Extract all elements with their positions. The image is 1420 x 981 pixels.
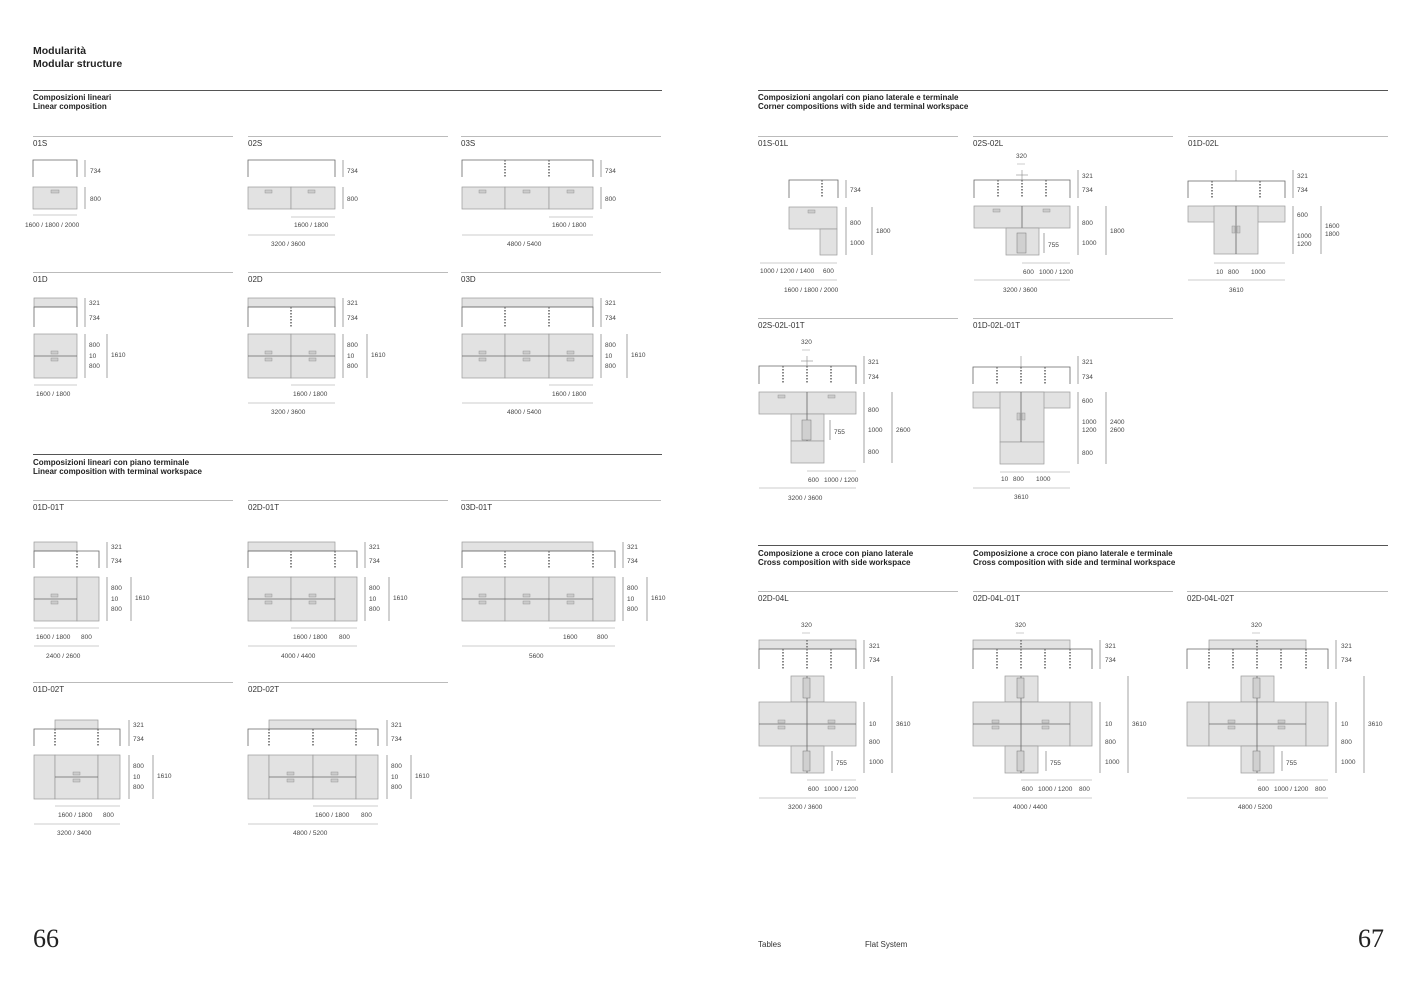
svg-text:3610: 3610 bbox=[1132, 721, 1147, 728]
svg-text:321: 321 bbox=[111, 544, 122, 551]
svg-text:3610: 3610 bbox=[1368, 721, 1383, 728]
svg-text:10: 10 bbox=[1341, 721, 1349, 728]
svg-text:1200: 1200 bbox=[1297, 241, 1312, 248]
svg-text:1610: 1610 bbox=[415, 773, 430, 780]
section-rule bbox=[758, 545, 1388, 546]
svg-text:10: 10 bbox=[627, 596, 635, 603]
svg-text:1610: 1610 bbox=[371, 352, 386, 359]
svg-text:2400 / 2600: 2400 / 2600 bbox=[46, 653, 81, 660]
svg-text:800: 800 bbox=[869, 739, 880, 746]
diagram-01S bbox=[25, 155, 225, 235]
svg-text:10: 10 bbox=[391, 774, 399, 781]
section-title-corner: Composizioni angolari con piano laterale e terminale Corner compositions with side and terminal workspace bbox=[758, 93, 969, 111]
svg-text:1800: 1800 bbox=[876, 228, 891, 235]
svg-text:10: 10 bbox=[869, 721, 877, 728]
svg-text:800: 800 bbox=[1228, 269, 1239, 276]
svg-text:3200 / 3600: 3200 / 3600 bbox=[788, 495, 823, 502]
svg-text:2600: 2600 bbox=[896, 427, 911, 434]
svg-text:321: 321 bbox=[133, 722, 144, 729]
svg-text:800: 800 bbox=[1341, 739, 1352, 746]
item-code: 01D-01T bbox=[33, 503, 65, 512]
diagram-03S bbox=[461, 155, 661, 250]
svg-text:3200 / 3600: 3200 / 3600 bbox=[1003, 287, 1038, 294]
svg-text:3200 / 3600: 3200 / 3600 bbox=[271, 241, 306, 248]
title-italian: Modularità bbox=[33, 45, 87, 57]
svg-text:800: 800 bbox=[1105, 739, 1116, 746]
svg-text:1000: 1000 bbox=[1082, 240, 1097, 247]
svg-text:1600 / 1800: 1600 / 1800 bbox=[36, 634, 71, 641]
svg-text:734: 734 bbox=[89, 315, 100, 322]
svg-text:1800: 1800 bbox=[1325, 231, 1340, 238]
item-code: 02D-02T bbox=[248, 685, 280, 694]
svg-text:600: 600 bbox=[1022, 786, 1033, 793]
svg-text:1600 / 1800: 1600 / 1800 bbox=[552, 222, 587, 229]
section-title-linear: Composizioni lineari Linear composition bbox=[33, 93, 112, 111]
svg-text:1000: 1000 bbox=[1036, 476, 1051, 483]
svg-text:321: 321 bbox=[605, 300, 616, 307]
svg-text:734: 734 bbox=[850, 187, 861, 194]
svg-text:320: 320 bbox=[1015, 622, 1026, 629]
svg-text:321: 321 bbox=[627, 544, 638, 551]
svg-text:321: 321 bbox=[1105, 643, 1116, 650]
svg-text:734: 734 bbox=[869, 657, 880, 664]
svg-text:800: 800 bbox=[369, 606, 380, 613]
svg-text:800: 800 bbox=[597, 634, 608, 641]
svg-text:1600 / 1800: 1600 / 1800 bbox=[293, 391, 328, 398]
svg-text:1000: 1000 bbox=[850, 240, 865, 247]
svg-text:1000 / 1200: 1000 / 1200 bbox=[824, 786, 859, 793]
item-code: 01D-02L bbox=[1188, 139, 1219, 148]
svg-text:800: 800 bbox=[89, 342, 100, 349]
svg-text:2400: 2400 bbox=[1110, 419, 1125, 426]
diagram-03D-01T bbox=[461, 538, 666, 663]
svg-text:755: 755 bbox=[1050, 760, 1061, 767]
item-code: 02S-02L-01T bbox=[758, 321, 805, 330]
svg-text:1000 / 1200: 1000 / 1200 bbox=[1274, 786, 1309, 793]
title-english: Modular structure bbox=[33, 58, 123, 70]
svg-text:1000 / 1200: 1000 / 1200 bbox=[1039, 269, 1074, 276]
item-code: 03D-01T bbox=[461, 503, 493, 512]
svg-text:800: 800 bbox=[133, 763, 144, 770]
item-code: 02S-02L bbox=[973, 139, 1004, 148]
svg-text:1000: 1000 bbox=[1082, 419, 1097, 426]
svg-text:734: 734 bbox=[133, 736, 144, 743]
section-title-cross-side: Composizione a croce con piano laterale Cross composition with side workspace bbox=[758, 549, 914, 567]
svg-text:734: 734 bbox=[111, 558, 122, 565]
svg-text:800: 800 bbox=[90, 196, 101, 203]
svg-text:800: 800 bbox=[1082, 450, 1093, 457]
svg-text:734: 734 bbox=[605, 315, 616, 322]
svg-text:1000: 1000 bbox=[1341, 759, 1356, 766]
svg-text:600: 600 bbox=[1023, 269, 1034, 276]
svg-text:800: 800 bbox=[361, 812, 372, 819]
item-code: 02D-04L-02T bbox=[1187, 594, 1235, 603]
svg-text:1000 / 1200 / 1400: 1000 / 1200 / 1400 bbox=[760, 268, 815, 275]
svg-text:734: 734 bbox=[369, 558, 380, 565]
svg-text:321: 321 bbox=[1341, 643, 1352, 650]
svg-text:1600: 1600 bbox=[563, 634, 578, 641]
diagram-02D-01T bbox=[247, 538, 447, 663]
svg-text:321: 321 bbox=[369, 544, 380, 551]
svg-text:321: 321 bbox=[1297, 173, 1308, 180]
svg-text:755: 755 bbox=[836, 760, 847, 767]
svg-text:10: 10 bbox=[1105, 721, 1113, 728]
svg-text:10: 10 bbox=[1001, 476, 1009, 483]
svg-text:800: 800 bbox=[133, 784, 144, 791]
svg-text:800: 800 bbox=[391, 784, 402, 791]
svg-text:1000: 1000 bbox=[869, 759, 884, 766]
svg-text:4000 / 4400: 4000 / 4400 bbox=[281, 653, 316, 660]
svg-text:3200 / 3600: 3200 / 3600 bbox=[271, 409, 306, 416]
page-number-left: 66 bbox=[33, 924, 59, 953]
svg-text:734: 734 bbox=[1082, 187, 1093, 194]
svg-text:734: 734 bbox=[1297, 187, 1308, 194]
svg-text:4800 / 5400: 4800 / 5400 bbox=[507, 241, 542, 248]
svg-text:800: 800 bbox=[347, 363, 358, 370]
svg-text:3200 / 3600: 3200 / 3600 bbox=[788, 804, 823, 811]
diagram-01D bbox=[33, 295, 233, 405]
svg-text:10: 10 bbox=[369, 596, 377, 603]
svg-text:1000 / 1200: 1000 / 1200 bbox=[824, 477, 859, 484]
section-rule bbox=[33, 90, 662, 91]
diagram-02D bbox=[247, 295, 447, 420]
svg-text:3610: 3610 bbox=[1014, 494, 1029, 501]
footer-product: Flat System bbox=[865, 940, 908, 949]
section-title-linear-terminal: Composizioni lineari con piano terminale Linear composition with terminal workspace bbox=[33, 458, 202, 476]
item-code: 01S-01L bbox=[758, 139, 789, 148]
svg-text:800: 800 bbox=[369, 585, 380, 592]
svg-text:800: 800 bbox=[339, 634, 350, 641]
section-rule bbox=[33, 454, 662, 455]
svg-text:1000 / 1200: 1000 / 1200 bbox=[1038, 786, 1073, 793]
svg-text:1600 / 1800: 1600 / 1800 bbox=[293, 634, 328, 641]
svg-text:800: 800 bbox=[111, 585, 122, 592]
svg-text:321: 321 bbox=[1082, 173, 1093, 180]
section-title-cross-side-terminal: Composizione a croce con piano laterale e terminale Cross composition with side and terminal workspace bbox=[973, 549, 1176, 567]
diagram-02D-04L bbox=[758, 618, 958, 818]
svg-text:734: 734 bbox=[1082, 374, 1093, 381]
section-rule bbox=[758, 90, 1388, 91]
diagram-01D-01T bbox=[33, 538, 233, 663]
svg-text:800: 800 bbox=[627, 606, 638, 613]
svg-text:800: 800 bbox=[347, 342, 358, 349]
svg-text:734: 734 bbox=[868, 374, 879, 381]
diagram-01D-02L bbox=[1187, 165, 1387, 300]
svg-text:3610: 3610 bbox=[1229, 287, 1244, 294]
svg-text:5600: 5600 bbox=[529, 653, 544, 660]
diagram-03D bbox=[461, 295, 661, 420]
svg-text:800: 800 bbox=[605, 363, 616, 370]
svg-text:2600: 2600 bbox=[1110, 427, 1125, 434]
svg-text:1000: 1000 bbox=[1105, 759, 1120, 766]
svg-text:1600 / 1800 / 2000: 1600 / 1800 / 2000 bbox=[25, 222, 80, 229]
svg-text:1200: 1200 bbox=[1082, 427, 1097, 434]
item-code: 02D-04L-01T bbox=[973, 594, 1021, 603]
diagram-02D-04L-02T bbox=[1186, 618, 1386, 818]
svg-text:321: 321 bbox=[1082, 359, 1093, 366]
svg-text:800: 800 bbox=[868, 449, 879, 456]
svg-text:734: 734 bbox=[627, 558, 638, 565]
svg-text:10: 10 bbox=[605, 353, 613, 360]
svg-text:800: 800 bbox=[81, 634, 92, 641]
svg-text:734: 734 bbox=[1105, 657, 1116, 664]
svg-text:320: 320 bbox=[801, 339, 812, 346]
svg-text:3610: 3610 bbox=[896, 721, 911, 728]
svg-text:320: 320 bbox=[1016, 153, 1027, 160]
svg-text:1000: 1000 bbox=[868, 427, 883, 434]
svg-text:1800: 1800 bbox=[1110, 228, 1125, 235]
svg-text:1600 / 1800: 1600 / 1800 bbox=[36, 391, 71, 398]
svg-text:800: 800 bbox=[103, 812, 114, 819]
diagram-02S bbox=[247, 155, 447, 250]
diagram-02D-04L-01T bbox=[972, 618, 1172, 818]
item-code: 01D-02L-01T bbox=[973, 321, 1021, 330]
svg-text:10: 10 bbox=[347, 353, 355, 360]
svg-text:734: 734 bbox=[605, 168, 616, 175]
svg-text:800: 800 bbox=[111, 606, 122, 613]
svg-text:321: 321 bbox=[391, 722, 402, 729]
item-code: 01D bbox=[33, 275, 48, 284]
item-code: 02D-04L bbox=[758, 594, 789, 603]
svg-text:1600 / 1800: 1600 / 1800 bbox=[58, 812, 93, 819]
svg-text:755: 755 bbox=[1286, 760, 1297, 767]
page-title bbox=[33, 45, 122, 71]
page-number-right: 67 bbox=[1358, 924, 1384, 953]
svg-text:1610: 1610 bbox=[651, 595, 666, 602]
svg-text:755: 755 bbox=[834, 429, 845, 436]
footer-category: Tables bbox=[758, 940, 782, 949]
svg-text:800: 800 bbox=[627, 585, 638, 592]
svg-text:800: 800 bbox=[1082, 220, 1093, 227]
svg-text:600: 600 bbox=[808, 477, 819, 484]
svg-text:800: 800 bbox=[89, 363, 100, 370]
item-code: 03S bbox=[461, 139, 476, 148]
svg-text:1610: 1610 bbox=[111, 352, 126, 359]
svg-text:1610: 1610 bbox=[393, 595, 408, 602]
svg-text:600: 600 bbox=[1297, 212, 1308, 219]
svg-text:4800 / 5200: 4800 / 5200 bbox=[1238, 804, 1273, 811]
svg-text:800: 800 bbox=[868, 407, 879, 414]
svg-text:600: 600 bbox=[808, 786, 819, 793]
svg-text:800: 800 bbox=[605, 196, 616, 203]
svg-text:1000: 1000 bbox=[1251, 269, 1266, 276]
svg-text:321: 321 bbox=[89, 300, 100, 307]
item-code: 01D-02T bbox=[33, 685, 65, 694]
svg-text:321: 321 bbox=[868, 359, 879, 366]
svg-text:320: 320 bbox=[1251, 622, 1262, 629]
svg-text:800: 800 bbox=[1079, 786, 1090, 793]
svg-text:1600 / 1800: 1600 / 1800 bbox=[315, 812, 350, 819]
svg-text:321: 321 bbox=[347, 300, 358, 307]
svg-text:800: 800 bbox=[1315, 786, 1326, 793]
svg-text:4800 / 5400: 4800 / 5400 bbox=[507, 409, 542, 416]
diagram-01D-02T bbox=[33, 716, 233, 841]
svg-text:1610: 1610 bbox=[135, 595, 150, 602]
svg-text:755: 755 bbox=[1048, 242, 1059, 249]
svg-text:10: 10 bbox=[1216, 269, 1224, 276]
svg-text:1600 / 1800: 1600 / 1800 bbox=[552, 391, 587, 398]
svg-text:1600: 1600 bbox=[1325, 223, 1340, 230]
diagram-01S-01L bbox=[758, 170, 958, 300]
svg-text:10: 10 bbox=[89, 353, 97, 360]
svg-text:10: 10 bbox=[111, 596, 119, 603]
item-code: 02S bbox=[248, 139, 263, 148]
diagram-02S-02L bbox=[973, 150, 1173, 300]
svg-text:600: 600 bbox=[1258, 786, 1269, 793]
svg-text:321: 321 bbox=[869, 643, 880, 650]
svg-text:800: 800 bbox=[605, 342, 616, 349]
diagram-02S-02L-01T bbox=[758, 336, 958, 506]
svg-text:4800 / 5200: 4800 / 5200 bbox=[293, 830, 328, 837]
svg-text:1600 / 1800 / 2000: 1600 / 1800 / 2000 bbox=[784, 287, 839, 294]
svg-text:734: 734 bbox=[1341, 657, 1352, 664]
svg-text:320: 320 bbox=[801, 622, 812, 629]
svg-text:800: 800 bbox=[391, 763, 402, 770]
diagram-01D-02L-01T bbox=[972, 350, 1172, 505]
svg-text:800: 800 bbox=[347, 196, 358, 203]
svg-text:1610: 1610 bbox=[157, 773, 172, 780]
svg-text:3200 / 3400: 3200 / 3400 bbox=[57, 830, 92, 837]
svg-text:734: 734 bbox=[347, 168, 358, 175]
item-code: 01S bbox=[33, 139, 48, 148]
svg-text:600: 600 bbox=[1082, 398, 1093, 405]
item-code: 02D bbox=[248, 275, 263, 284]
svg-text:1000: 1000 bbox=[1297, 233, 1312, 240]
svg-text:734: 734 bbox=[391, 736, 402, 743]
svg-text:4000 / 4400: 4000 / 4400 bbox=[1013, 804, 1048, 811]
svg-text:800: 800 bbox=[1013, 476, 1024, 483]
diagram-02D-02T bbox=[247, 716, 447, 841]
svg-text:1600 / 1800: 1600 / 1800 bbox=[294, 222, 329, 229]
svg-text:600: 600 bbox=[823, 268, 834, 275]
svg-text:800: 800 bbox=[850, 220, 861, 227]
svg-text:10: 10 bbox=[133, 774, 141, 781]
svg-text:734: 734 bbox=[90, 168, 101, 175]
item-code: 03D bbox=[461, 275, 476, 284]
svg-text:734: 734 bbox=[347, 315, 358, 322]
item-code: 02D-01T bbox=[248, 503, 280, 512]
svg-text:1610: 1610 bbox=[631, 352, 646, 359]
